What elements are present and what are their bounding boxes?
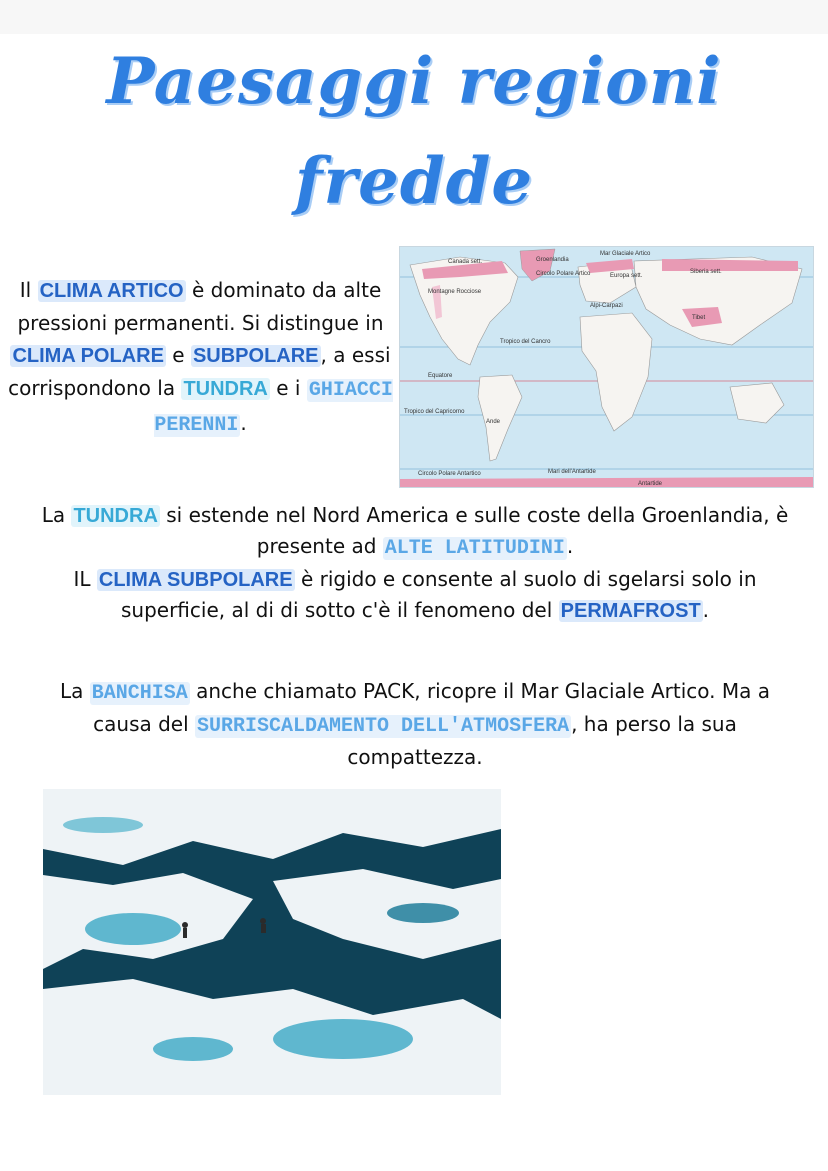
paragraph-text: IL bbox=[73, 567, 97, 591]
page-top-edge bbox=[0, 0, 828, 34]
intro-paragraph bbox=[8, 274, 393, 442]
map-label-montagne: Montagne Rocciose bbox=[428, 289, 482, 295]
keyword-tundra: TUNDRA bbox=[73, 505, 158, 527]
paragraph-text: anche chiamato PACK, ricopre il Mar Glaciale Artico. Ma a causa del bbox=[93, 679, 771, 736]
map-label-alpi: Alpi-Carpazi bbox=[590, 303, 623, 309]
keyword-banchisa: BANCHISA bbox=[91, 682, 188, 705]
map-label-circolo-antartico: Circolo Polare Antartico bbox=[418, 471, 481, 477]
map-label-cancro: Tropico del Cancro bbox=[500, 339, 551, 345]
intro-text: . bbox=[240, 411, 247, 435]
page-title-line-2: fredde bbox=[294, 144, 534, 219]
pack-ice-photo bbox=[43, 789, 501, 1095]
intro-text: Il bbox=[19, 278, 38, 302]
keyword-clima-subpolare: CLIMA SUBPOLARE bbox=[98, 569, 293, 591]
world-climate-map bbox=[399, 246, 814, 488]
keyword-clima-artico: CLIMA ARTICO bbox=[39, 280, 184, 302]
map-label-antartide: Antartide bbox=[638, 481, 663, 487]
map-label-canada: Canada sett. bbox=[448, 259, 483, 265]
map-label-mar-glaciale: Mar Glaciale Artico bbox=[600, 251, 651, 257]
paragraph-text: è rigido e consente al suolo di sgelarsi solo in superficie, al di di sotto c'è il fenomeno del bbox=[120, 567, 757, 622]
keyword-permafrost: PERMAFROST bbox=[560, 600, 701, 622]
keyword-subpolare: SUBPOLARE bbox=[192, 345, 319, 367]
paragraph-text: . bbox=[702, 598, 710, 622]
intro-text: e i bbox=[269, 376, 307, 400]
banchisa-paragraph bbox=[30, 676, 800, 772]
keyword-tundra: TUNDRA bbox=[183, 378, 268, 400]
paragraph-text: , ha perso la sua compattezza. bbox=[347, 712, 737, 769]
map-label-circolo-artico: Circolo Polare Artico bbox=[536, 271, 591, 277]
keyword-surriscaldamento: SURRISCALDAMENTO DELL'ATMOSFERA bbox=[197, 715, 570, 738]
paragraph-text: La bbox=[59, 679, 90, 703]
map-label-equatore: Equatore bbox=[428, 373, 453, 379]
intro-text: è dominato da alte pressioni permanenti. Si distingue in bbox=[17, 278, 384, 335]
keyword-alte-latitudini: ALTE LATITUDINI bbox=[384, 537, 565, 560]
paragraph-text: si estende nel Nord America e sulle coste della Groenlandia, è presente ad bbox=[159, 503, 789, 558]
paragraph-text: . bbox=[566, 534, 574, 558]
tundra-paragraph bbox=[30, 500, 800, 626]
keyword-ghiacci-perenni: GHIACCI PERENNI bbox=[154, 379, 393, 437]
keyword-clima-polare: CLIMA POLARE bbox=[12, 345, 164, 367]
map-label-siberia: Siberia sett. bbox=[690, 269, 722, 275]
map-label-groenlandia: Groenlandia bbox=[536, 257, 569, 263]
map-label-capricorno: Tropico del Capricorno bbox=[404, 409, 465, 415]
paragraph-text: La bbox=[41, 503, 72, 527]
map-label-tibet: Tibet bbox=[692, 315, 706, 321]
intro-text: , a essi corrispondono la bbox=[8, 343, 391, 400]
page-title-line-1: Paesaggi regioni bbox=[106, 44, 722, 119]
intro-text: e bbox=[165, 343, 191, 367]
map-label-mari-antartide: Mari dell'Antartide bbox=[548, 469, 596, 475]
map-label-ande: Ande bbox=[486, 419, 501, 425]
map-label-europa: Europa sett. bbox=[610, 273, 643, 279]
